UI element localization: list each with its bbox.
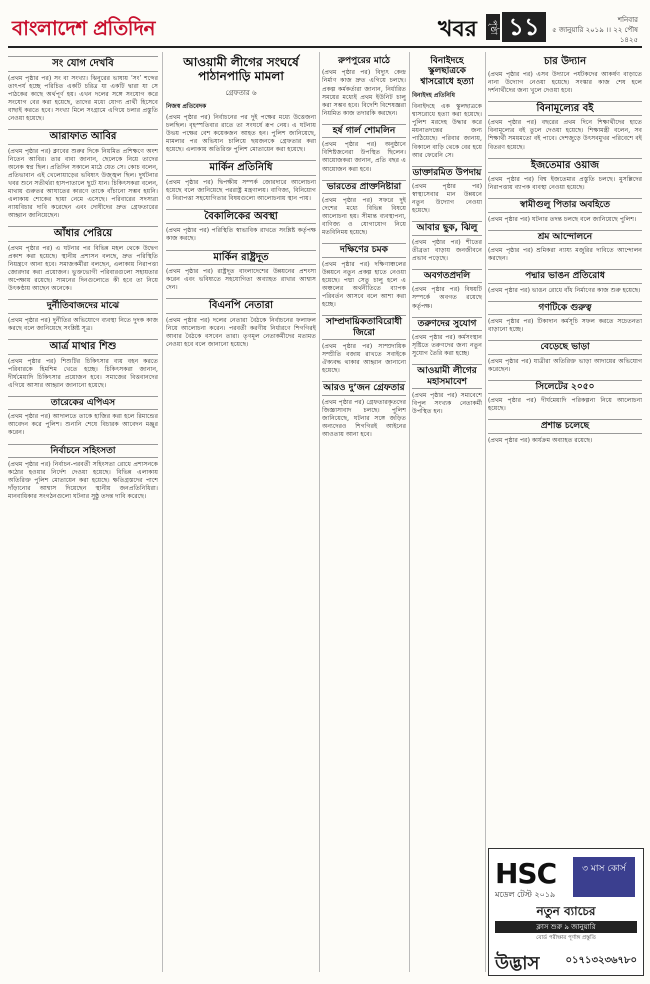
story-byline: নিজস্ব প্রতিবেদক [166,102,207,110]
story[interactable] [412,364,482,416]
story-body: (প্রথম পৃষ্ঠার পর) বিশ্ব ইজতেমার প্রস্তুতি চলছে। মুসল্লিদের নিরাপত্তায় ব্যাপক ব্যবস্থা নেওয়া হয়েছে। [488,176,642,192]
story-headline[interactable]: আরও দু’জন গ্রেফতার [322,381,406,395]
story[interactable] [488,340,642,374]
story-headline[interactable]: তারেকের এপিএস [8,396,158,410]
story-body: (প্রথম পৃষ্ঠার পর) সফরে দুই দেশের মধ্যে বিভিন্ন বিষয়ে আলোচনা হয়। সীমান্ত ব্যবস্থাপনা, বাণিজ্য ও যোগাযোগ নিয়ে মতবিনিময় হয়েছে। [322,196,406,237]
story-body: (প্রথম পৃষ্ঠার পর) দক্ষিণাঞ্চলের উন্নয়নে নতুন প্রকল্প হাতে নেওয়া হয়েছে। পদ্মা সেতু চালু হলে এ অঞ্চলের অর্থনীতিতে ব্যাপক পরিবর্তন আসবে বলে আশা করা হচ্ছে। [322,260,406,309]
column-4 [412,54,482,974]
story-headline[interactable]: বিনাইদহে স্কুলছাত্রকে শ্বাসরোধে হত্যা [420,56,474,87]
story[interactable] [488,101,642,152]
story-body: (প্রথম পৃষ্ঠার পর) এসব উদ্যানে পর্যটকদের আকর্ষণ বাড়াতে নানা উদ্যোগ নেওয়া হয়েছে। সংস্কার কাজ শেষ হলে দর্শনার্থীদের জন্য খুলে দেওয়া হবে। [488,70,642,94]
story-body: (প্রথম পৃষ্ঠার পর) দ্বিপক্ষীয় সম্পর্ক জোরদারে আলোচনা হয়েছে বলে জানিয়েছে পররাষ্ট্র মন্ত্রণালয়। বাণিজ্য, বিনিয়োগ ও নিরাপত্তা সহযোগিতার বিষয়গুলো আলোচনায় স্থান পায়। [166,178,316,202]
story-headline[interactable]: সাম্প্রদায়িকতাবিরোধী জিরো [322,315,406,340]
story[interactable] [488,158,642,193]
ad-strip: ক্লাস শুরু ৯ জানুয়ারি [495,921,637,933]
story[interactable] [322,243,406,309]
story[interactable] [488,230,642,264]
story-body: (প্রথম পৃষ্ঠার পর) স্বাস্থ্যসেবার মান উন্নয়নে নতুন উদ্যোগ নেওয়া হয়েছে। [412,183,482,215]
story-body: (প্রথম পৃষ্ঠার পর) রাষ্ট্রদূত বাংলাদেশের উন্নয়নের প্রশংসা করেন এবং ভবিষ্যতে সহযোগিতা অব্যাহত রাখার আশ্বাস দেন। [166,268,316,292]
story-body: (প্রথম পৃষ্ঠার পর) শীতের তীব্রতা বাড়ায় জনজীবনে প্রভাব পড়েছে। [412,238,482,262]
story-headline[interactable]: সিলেটের ২০৫০ [488,380,642,394]
story[interactable] [412,221,482,263]
story-headline[interactable]: নির্বাচনে সহিংসতা [8,444,158,458]
story-headline[interactable]: পদ্মার ভাঙন প্রতিরোধ [488,269,642,283]
story-headline[interactable]: বিনামূল্যের বই [488,101,642,117]
story-body: (প্রথম পৃষ্ঠার পর) কার্যক্রম অব্যাহত রয়েছে। [488,436,593,444]
story-headline[interactable]: হর্ষ গার্ল শোমলিন [322,124,406,138]
story-headline[interactable]: বিএনপি নেতারা [166,298,316,314]
lead-story[interactable] [166,56,316,154]
story-body: (প্রথম পৃষ্ঠার পর) যাত্রীরা অতিরিক্ত ভাড়া আদায়ের অভিযোগ করেছেন। [488,357,642,373]
story-body: (প্রথম পৃষ্ঠার পর) সাম্প্রদায়িক সম্প্রীতি বজায় রাখতে সবাইকে ঐক্যবদ্ধ থাকার আহ্বান জানানো হয়েছে। [322,343,406,375]
advertisement[interactable] [488,848,644,976]
story[interactable] [412,317,482,359]
story-byline: বিনাইদহ প্রতিনিধি [412,92,455,100]
story-body: (প্রথম পৃষ্ঠার পর) শিশুটির চিকিৎসার ব্যয় বহন করতে পরিবারকে হিমশিম খেতে হচ্ছে। চিকিৎসকরা জানান, দীর্ঘমেয়াদি চিকিৎসার প্রয়োজন হবে। সমাজের বিত্তবানদের এগিয়ে আসার আহ্বান জানানো হয়েছে। [8,357,158,389]
story[interactable] [488,198,642,223]
story[interactable] [322,381,406,439]
column-rule [409,52,410,972]
story-headline[interactable]: ভারতের প্রাক্তনিষ্টারা [322,180,406,194]
story-body: (প্রথম পৃষ্ঠার পর) বিদ্যুৎ কেন্দ্র নির্মাণ কাজ দ্রুত এগিয়ে চলছে। প্রকল্প কর্মকর্তারা জানান, নির্ধারিত সময়ের মধ্যেই প্রথম ইউনিট চালু করা সম্ভব হবে। বিদেশি বিশেষজ্ঞরা নিয়মিত কাজ তদারকি করছেন। [322,69,406,117]
column-2 [166,54,316,974]
story[interactable] [166,209,316,244]
story-headline[interactable]: অবগতপ্রদলি [412,269,482,283]
story-headline[interactable]: শ্রম আন্দোলনে [488,230,642,244]
column-rule [319,52,320,972]
story-body: (প্রথম পৃষ্ঠার পর) বিষয়টি সম্পর্কে অবগত রয়েছে কর্তৃপক্ষ। [412,286,482,310]
story-headline[interactable]: রুপপুরের মাঠে [338,56,390,66]
ad-subtitle: মডেল টেস্ট ২০১৯ [495,890,556,899]
story-body: (প্রথম পৃষ্ঠার পর) ভাঙন রোধে বাঁধ নির্মাণের কাজ শুরু হয়েছে। [488,286,641,294]
story-body: (প্রথম পৃষ্ঠার পর) দলের নেতারা বৈঠকে নির্বাচনের ফলাফল নিয়ে আলোচনা করেন। পরবর্তী করণীয় নির্ধারণে শিগগিরই আবার বৈঠকে বসবেন তারা। তৃণমূল নেতাকর্মীদের মতামত নেওয়া হবে বলে জানানো হয়েছে। [166,316,316,349]
story[interactable] [412,56,482,160]
story[interactable] [166,298,316,349]
ad-badge: ৩ মাস কোর্স [573,857,635,897]
story-headline[interactable]: ডাক্তারমিত উপদায় [412,166,482,180]
story-body: (প্রথম পৃষ্ঠার পর) বছরের প্রথম দিনে শিক্ষার্থীদের হাতে বিনামূল্যের বই তুলে দেওয়া হয়েছে। শিক্ষামন্ত্রী বলেন, সব শিক্ষার্থী সময়মতো বই পাবে। দেশজুড়ে উৎসবমুখর পরিবেশে বই বিতরণ হয়েছে। [488,119,642,151]
ad-headline: নতুন ব্যাচের [536,904,596,918]
ad-phone[interactable]: ০১৭১৩২৩৬৭৮০ [565,955,637,966]
story[interactable] [488,380,642,414]
story-body: (প্রথম পৃষ্ঠার পর) টিকাদান কর্মসূচি সফল করতে সচেতনতা বাড়ানো হচ্ছে। [488,318,642,334]
story-body: (প্রথম পৃষ্ঠার পর) নির্বাচনের পর দুই পক্ষের মধ্যে উত্তেজনা চলছিল। বৃহস্পতিবার রাতে তা সংঘর্ষে রূপ নেয়। এ ঘটনায় উভয় পক্ষের বেশ কয়েকজন আহত হন। পুলিশ জানিয়েছে, মামলার পর অভিযান চালিয়ে ছয়জনকে গ্রেফতার করা হয়েছে। এলাকায় অতিরিক্ত পুলিশ মোতায়েন করা হয়েছে। [166,113,316,153]
story-headline[interactable]: আরাফাত আবির [8,129,158,145]
story[interactable] [8,56,158,123]
ad-note: বোর্ড পরীক্ষার পূর্ণাঙ্গ প্রস্তুতি [536,935,596,941]
newspaper-brand[interactable]: বাংলাদেশ প্রতিদিন [12,16,155,40]
story[interactable] [8,339,158,390]
ad-title: HSC [495,857,557,890]
story-body: (প্রথম পৃষ্ঠার পর) গ্রেফতারকৃতদের জিজ্ঞাসাবাদ চলছে। পুলিশ জানিয়েছে, ঘটনার সঙ্গে জড়িত অন্যদেরও শিগগিরই আইনের আওতায় আনা হবে। [322,398,406,439]
masthead [8,8,642,48]
story-headline[interactable]: দক্ষিণের চমক [322,243,406,257]
story-headline[interactable]: প্রশান্ত চলেছে [488,419,642,433]
story-headline[interactable]: স্বামীগুলু পিতার অবহিতে [488,198,642,212]
story[interactable] [322,180,406,238]
story-body: (প্রথম পৃষ্ঠার পর) ক্লাবের শুরুর দিকে নিয়মিত প্রশিক্ষণে অংশ নিতেন আবির। তার বাবা জানান, ছেলেকে নিয়ে তাদের অনেক স্বপ্ন ছিল। প্রতিদিন সকালে মাঠে যেত সে। কোচ বলেন, প্রতিভাবান এই খেলোয়াড়ের ভবিষ্যৎ উজ্জ্বল ছিল। দুর্ঘটনার খবর শুনে সতীর্থরা হাসপাতালে ছুটে যান। চিকিৎসকরা বলেন, মাথায় গুরুতর আঘাতের কারণে তাকে বাঁচানো সম্ভব হয়নি। এলাকায় শোকের ছায়া নেমে এসেছে। পরিবারের সদস্যরা ন্যায়বিচার দাবি করেছেন এবং দোষীদের দ্রুত গ্রেফতারের আহ্বান জানিয়েছেন। [8,147,158,220]
page-label: পৃষ্ঠা [486,14,500,40]
dateline [550,15,638,45]
story[interactable] [322,56,406,118]
story[interactable] [8,226,158,293]
story[interactable] [322,315,406,375]
story[interactable] [488,269,642,294]
story-headline[interactable]: তরুণদের সুযোগ [412,317,482,331]
story-headline[interactable]: বৈকালিকের অবস্থা [166,209,316,225]
story-headline[interactable]: আর্ত্র মাথার শিশু [8,339,158,355]
story[interactable] [166,250,316,293]
story[interactable] [8,299,158,333]
story-body: (প্রথম পৃষ্ঠার পর) দুর্নীতির অভিযোগে ব্যবস্থা নিতে দুদক কাজ করছে বলে জানিয়েছে সংশ্লিষ্ট সূত্র। [8,316,158,332]
story[interactable] [166,160,316,203]
story-headline[interactable]: দুর্নীতিবাজদের মাঝে [8,299,158,313]
column-rule [485,52,486,972]
story-headline[interactable]: ইজতেমার ওয়াজ [488,158,642,174]
story-body: (প্রথম পৃষ্ঠার পর) এ ঘটনার পর বিভিন্ন মহল থেকে উদ্বেগ প্রকাশ করা হয়েছে। স্থানীয় প্রশাসন বলছে, দ্রুত পরিস্থিতি নিয়ন্ত্রণে আনা হবে। সমাজকর্মীরা বলছেন, এলাকায় নিরাপত্তা জোরদার করা প্রয়োজন। ভুক্তভোগী পরিবারগুলো সহায়তার অপেক্ষায় রয়েছে। সামনের দিনগুলোতে কী হবে তা নিয়ে উৎকণ্ঠায় আছেন অনেকে। [8,244,158,293]
story[interactable] [8,129,158,220]
newspaper-page [8,8,642,976]
story-body: (প্রথম পৃষ্ঠার পর) সং বা সংখ্যা। ঝিনুরের ভাষায় ‘সং’ শব্দের তাৎপর্য হচ্ছে পরিচিত একটি চরিত্র যা একটি দ্বারা যা সে পাঠকের কাছে অর্থপূর্ণ হয়। এখন দলের সঙ্গে সংযোগ করে সংযোগ বের করা হয়েছে, তাদের মধ্যে যোগ্য প্রার্থী হিসেবে বাছাই করতে হবে। সংখ্যা মিলে সংগ্রামে এগিয়ে চলার প্রস্তুতি নেওয়া হয়েছে। [8,74,158,122]
story-body: বিনাইদহে এক স্কুলছাত্রকে শ্বাসরোধে হত্যা করা হয়েছে। পুলিশ মরদেহ উদ্ধার করে ময়নাতদন্তের জন্য পাঠিয়েছে। পরিবার জানায়, বিকালে বাড়ি থেকে বের হয়ে আর ফেরেনি সে। [412,103,482,159]
story[interactable] [488,301,642,335]
column-1 [8,54,158,974]
story[interactable] [488,56,642,95]
day: শনিবার [617,16,638,24]
story[interactable] [8,396,158,438]
story-body: (প্রথম পৃষ্ঠার পর) কর্মসংস্থান সৃষ্টিতে তরুণদের জন্য নতুন সুযোগ তৈরি করা হচ্ছে। [412,334,482,358]
story-headline[interactable]: মার্কিন প্রতিনিধি [166,160,316,176]
story-headline[interactable]: গণটিকে গুরুত্ব [488,301,642,315]
story[interactable] [322,124,406,174]
story-body: (প্রথম পৃষ্ঠার পর) ঘটনার তদন্ত চলছে বলে জানিয়েছে পুলিশ। [488,215,637,223]
date: ৫ জানুয়ারি ২০১৯ ।। ২২ পৌষ ১৪২৫ [552,26,638,44]
story-body: (প্রথম পৃষ্ঠার পর) দীর্ঘমেয়াদি পরিকল্পনা নিয়ে আলোচনা হয়েছে। [488,397,642,413]
story[interactable] [488,419,642,444]
story-body: (প্রথম পৃষ্ঠার পর) পরিস্থিতি স্বাভাবিক রাখতে সংশ্লিষ্ট কর্তৃপক্ষ কাজ করছে। [166,227,316,243]
story-body: (প্রথম পৃষ্ঠার পর) শ্রমিকরা ন্যায্য মজুরির দাবিতে আন্দোলন করছেন। [488,247,642,263]
story-headline[interactable]: সং যোগ দেখবি [8,56,158,72]
column-3 [322,54,406,974]
ad-logo: উদ্ভাস [495,953,540,974]
story-headline[interactable]: চার উদ্যান [543,56,587,67]
story[interactable] [412,269,482,311]
story-body: (প্রথম পৃষ্ঠার পর) নির্বাচন-পরবর্তী সহিংসতা রোধে প্রশাসনকে কঠোর হওয়ার নির্দেশ দেওয়া হয়েছে। বিভিন্ন এলাকায় অতিরিক্ত পুলিশ মোতায়েন করা হয়েছে। ক্ষতিগ্রস্তদের পাশে দাঁড়ানোর আশ্বাস দিয়েছেন স্থানীয় জনপ্রতিনিধিরা। মানবাধিকার সংগঠনগুলো ঘটনার সুষ্ঠু তদন্ত দাবি করেছে। [8,460,158,501]
story-headline[interactable]: মার্কিন রাষ্ট্রদূত [166,250,316,266]
story-headline[interactable]: আবার ছুক, ঝিলু [412,221,482,235]
story-body: (প্রথম পৃষ্ঠার পর) আদালতে তাকে হাজির করা হলে রিমান্ডের আবেদন করে পুলিশ। শুনানি শেষে বিচারক আবেদন মঞ্জুর করেন। [8,413,158,437]
story-headline[interactable]: বেড়েছে ভাড়া [488,340,642,354]
story-headline[interactable]: আওয়ামী লীগের মহাসমাবেশ [412,364,482,389]
section-title: খবর [438,17,477,42]
story-body: (প্রথম পৃষ্ঠার পর) সমাবেশে বিপুল সংখ্যক নেতাকর্মী উপস্থিত হন। [412,391,482,416]
page-number: ১১ [502,12,546,42]
story-headline[interactable]: আঁধার পেরিয়ে [8,226,158,242]
story[interactable] [412,166,482,216]
story-headline[interactable]: আওয়ামী লীগের সংঘর্ষে পাঠানপাড়ি মামলা [183,55,299,83]
column-5 [488,54,642,844]
column-rule [162,52,163,972]
story-body: (প্রথম পৃষ্ঠার পর) অনুষ্ঠানে বিশিষ্টজনেরা উপস্থিত ছিলেন। আয়োজকরা জানান, প্রতি বছর এ আয়োজন করা হবে। [322,141,406,173]
story[interactable] [8,444,158,502]
story-kicker: গ্রেফতার ৬ [225,88,257,97]
